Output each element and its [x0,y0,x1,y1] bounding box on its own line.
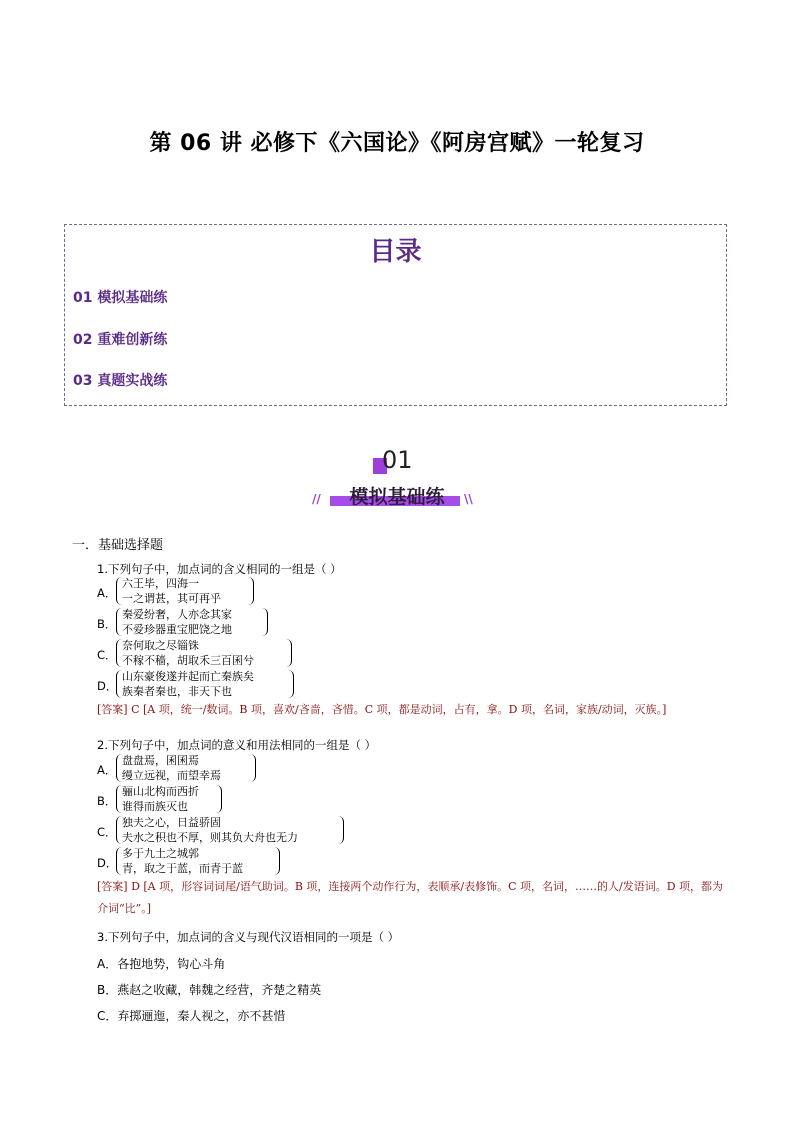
q2-option-d-line2: 青，取之于蓝，而青于蓝 [122,862,243,875]
q2-option-b-line2: 谁得而族灭也 [122,800,188,813]
q1-option-b-line2: 不爱珍器重宝肥饶之地 [122,623,232,636]
left-brace [116,577,122,605]
q1-option-b-letter: B． [97,617,117,631]
question-3-stem: 3.下列句子中，加点词的含义与现代汉语相同的一项是（ ） [97,930,400,944]
q2-option-b [122,784,199,814]
q2-option-a [122,753,221,783]
table-of-contents [64,224,727,406]
part-heading: 一．基础选择题 [72,538,164,553]
q2-option-a-line2: 缦立远视，而望幸焉 [122,769,221,782]
q1-option-b-line1: 秦爱纷奢，人亦念其家 [122,608,232,621]
right-brace [250,754,256,782]
question-1-stem: 1.下列句子中，加点词的含义相同的一组是（ ） [97,562,342,576]
toc-heading: 目录 [369,237,422,267]
toc-item-03[interactable]: 03 真题实战练 [73,373,168,389]
right-brace [338,816,344,844]
q2-option-d-letter: D． [97,856,118,870]
q1-answer: [答案] C [A 项，统一/数词。B 项，喜欢/吝啬，吝惜。C 项，都是动词，占有，拿。D 项，名词，家族/动词，灭族。] [97,703,667,716]
q2-option-a-letter: A． [97,763,117,777]
q2-option-b-line1: 骊山北构而西折 [122,785,199,798]
q1-option-a-line1: 六王毕，四海一 [122,577,199,590]
q1-option-c-letter: C． [97,648,117,662]
left-slash-mark: // [312,492,321,506]
right-brace [248,577,254,605]
q2-option-b-letter: B． [97,794,117,808]
q1-option-a [122,576,221,606]
right-brace [288,670,294,698]
q1-option-d-line1: 山东豪俊遂并起而亡秦族矣 [122,670,254,683]
right-slash-mark: \\ [464,492,473,506]
right-brace [262,608,268,636]
right-brace [216,785,222,813]
left-brace [116,639,122,667]
q1-option-a-letter: A． [97,586,117,600]
q3-option-a: A．各抱地势，钩心斗角 [97,957,226,971]
q1-option-d-letter: D． [97,679,118,693]
q2-option-c-line1: 独夫之心，日益骄固 [122,816,221,829]
q1-option-d [122,669,254,699]
left-brace [116,847,122,875]
section-number: 01 [382,446,413,474]
q2-answer: [答案] D [A 项，形容词词尾/语气助词。B 项，连接两个动作行为，表顺承/表修饰。C 项，名词，……的人/发语词。D 项，都为介词“比”。] [97,880,724,915]
left-brace [116,608,122,636]
q3-option-c: C．弃掷逦迤，秦人视之，亦不甚惜 [97,1009,286,1023]
q2-option-c-line2: 夫水之积也不厚，则其负大舟也无力 [122,831,298,844]
q2-option-c-letter: C． [97,825,117,839]
q1-option-c-line1: 奈何取之尽锱铢 [122,639,199,652]
q2-option-d [122,846,243,876]
left-brace [116,754,122,782]
q1-option-b [122,607,232,637]
toc-item-02[interactable]: 02 重难创新练 [73,332,168,348]
left-brace [116,816,122,844]
q1-option-c [122,638,254,668]
q3-option-b: B．燕赵之收藏，韩魏之经营，齐楚之精英 [97,983,322,997]
q1-option-c-line2: 不稼不穑，胡取禾三百囷兮 [122,654,254,667]
document-title: 第 06 讲 必修下《六国论》《阿房宫赋》一轮复习 [149,131,645,156]
right-brace [286,639,292,667]
toc-item-01[interactable]: 01 模拟基础练 [73,290,168,306]
right-brace [274,847,280,875]
q2-option-a-line1: 盘盘焉，囷囷焉 [122,754,199,767]
q2-option-c [122,815,298,845]
q1-option-d-line2: 族秦者秦也，非天下也 [122,685,232,698]
left-brace [116,785,122,813]
q2-option-d-line1: 多于九土之城郭 [122,847,199,860]
section-title: 模拟基础练 [349,486,445,508]
left-brace [116,670,122,698]
question-2-stem: 2.下列句子中，加点词的意义和用法相同的一组是（ ） [97,738,377,752]
q1-option-a-line2: 一之谓甚，其可再乎 [122,592,221,605]
